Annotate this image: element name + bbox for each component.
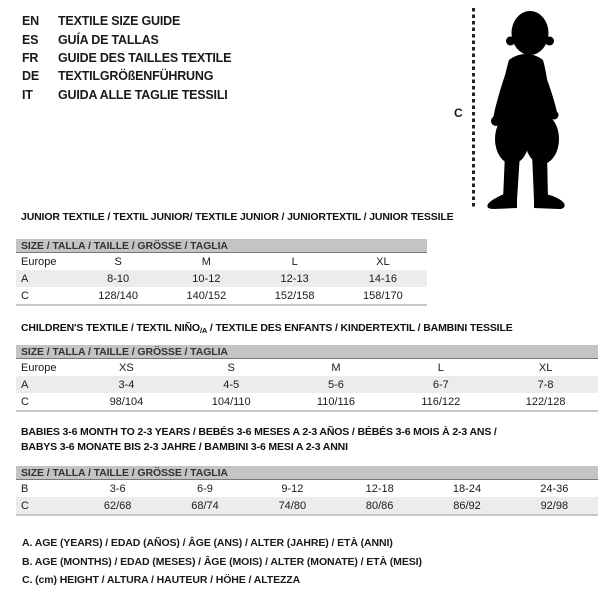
cell: 158/170 <box>362 289 403 302</box>
cell: 24-36 <box>540 482 569 495</box>
footnote-c: C. (cm) HEIGHT / ALTURA / HAUTEUR / HÖHE / ALTEZZA <box>22 574 301 587</box>
cell: 10-12 <box>192 272 221 285</box>
cell: L <box>437 361 444 374</box>
cell: 62/68 <box>103 499 132 512</box>
cell: 14-16 <box>368 272 397 285</box>
table-row <box>16 376 598 393</box>
height-measure-label: C <box>454 106 463 120</box>
size-header-label: SIZE / TALLA / TAILLE / GRÖSSE / TAGLIA <box>21 466 228 479</box>
footnote-b: B. AGE (MONTHS) / EDAD (MESES) / ÂGE (MOIS) / ALTER (MONATE) / ETÀ (MESI) <box>22 555 422 568</box>
height-measure-dashed-line <box>472 8 475 208</box>
cell: XL <box>538 361 553 374</box>
children-title-post: / TEXTILE DES ENFANTS / KINDERTEXTIL / BAMBINI TESSILE <box>207 322 513 334</box>
children-size-table <box>16 345 598 412</box>
cell: 116/122 <box>421 395 461 408</box>
baby-silhouette-icon <box>479 8 571 210</box>
cell: M <box>331 361 341 374</box>
language-code: FR <box>22 50 39 65</box>
footnotes <box>22 534 422 590</box>
footnote-a: A. AGE (YEARS) / EDAD (AÑOS) / ÂGE (ANS) / ALTER (JAHRE) / ETÀ (ANNI) <box>22 537 393 549</box>
table-row <box>16 393 598 410</box>
table-row <box>16 287 427 304</box>
row-label: Europe <box>21 255 57 268</box>
babies-table-title <box>21 425 497 455</box>
cell: XL <box>376 255 390 268</box>
language-label: GUIDE DES TAILLES TEXTILE <box>58 50 232 65</box>
cell: 18-24 <box>452 482 482 495</box>
cell: 152/158 <box>274 289 315 302</box>
row-label: B <box>21 482 29 495</box>
cell: 110/116 <box>316 395 356 408</box>
cell: 12-18 <box>365 482 394 495</box>
cell: XS <box>119 361 134 374</box>
size-header-bar <box>16 345 598 359</box>
language-row-fr <box>22 49 231 67</box>
cell: 122/128 <box>525 395 566 408</box>
cell: 80/86 <box>365 499 394 512</box>
language-code: EN <box>22 14 39 29</box>
size-header-label: SIZE / TALLA / TAILLE / GRÖSSE / TAGLIA <box>21 239 228 252</box>
language-code: DE <box>22 69 39 84</box>
cell: 9-12 <box>281 482 304 495</box>
cell: 4-5 <box>223 378 240 391</box>
junior-table-title: JUNIOR TEXTILE / TEXTIL JUNIOR/ TEXTILE JUNIOR / JUNIORTEXTIL / JUNIOR TESSILE <box>21 211 454 223</box>
cell: 140/152 <box>186 289 227 302</box>
table-row <box>16 359 598 376</box>
language-label: GUÍA DE TALLAS <box>58 32 159 47</box>
table-row <box>16 253 427 270</box>
babies-size-table <box>16 466 598 516</box>
cell: 8-10 <box>107 272 130 285</box>
children-table-title <box>21 322 513 335</box>
size-header-bar <box>16 466 598 480</box>
cell: 12-13 <box>280 272 309 285</box>
cell: 98/104 <box>109 395 144 408</box>
cell: 68/74 <box>191 499 219 512</box>
row-label: C <box>21 499 29 512</box>
junior-size-table <box>16 239 427 306</box>
language-label: TEXTILGRÖßENFÜHRUNG <box>58 69 214 84</box>
row-label: C <box>21 289 29 302</box>
language-label: GUIDA ALLE TAGLIE TESSILI <box>58 87 228 102</box>
language-row-en <box>22 12 231 30</box>
cell: 7-8 <box>537 378 554 391</box>
cell: 92/98 <box>540 499 569 512</box>
cell: 86/92 <box>453 499 481 512</box>
table-row <box>16 270 427 287</box>
size-header-bar <box>16 239 427 253</box>
cell: 6-9 <box>197 482 213 495</box>
cell: L <box>291 255 298 268</box>
language-code: IT <box>22 87 33 102</box>
cell: 3-4 <box>118 378 135 391</box>
cell: 128/140 <box>98 289 138 302</box>
row-label: Europe <box>21 361 57 374</box>
row-label: A <box>21 272 29 285</box>
row-label: C <box>21 395 29 408</box>
cell: 3-6 <box>109 482 126 495</box>
size-header-label: SIZE / TALLA / TAILLE / GRÖSSE / TAGLIA <box>21 345 228 358</box>
babies-title-line1: BABIES 3-6 MONTH TO 2-3 YEARS / BEBÉS 3-6 MESES A 2-3 AÑOS / BÉBÉS 3-6 MOIS À 2-3 ANS / <box>21 426 497 438</box>
language-title-list <box>22 12 231 104</box>
language-row-es <box>22 30 231 48</box>
cell: S <box>114 255 122 268</box>
language-code: ES <box>22 32 39 47</box>
table-row <box>16 480 598 497</box>
babies-title-line2: BABYS 3-6 MONATE BIS 2-3 JAHRE / BAMBINI 3-6 MESI A 2-3 ANNI <box>21 441 348 453</box>
language-label: TEXTILE SIZE GUIDE <box>58 14 181 29</box>
cell: S <box>227 361 235 374</box>
table-row <box>16 497 598 514</box>
row-label: A <box>21 378 29 391</box>
language-row-de <box>22 67 231 85</box>
children-title-pre: CHILDREN'S TEXTILE / TEXTIL NIÑO <box>21 322 200 334</box>
cell: 5-6 <box>328 378 344 391</box>
cell: 6-7 <box>432 378 449 391</box>
language-row-it <box>22 86 231 104</box>
cell: 74/80 <box>278 499 307 512</box>
cell: M <box>201 255 211 268</box>
cell: 104/110 <box>211 395 251 408</box>
children-title-sub: /A <box>199 326 208 335</box>
